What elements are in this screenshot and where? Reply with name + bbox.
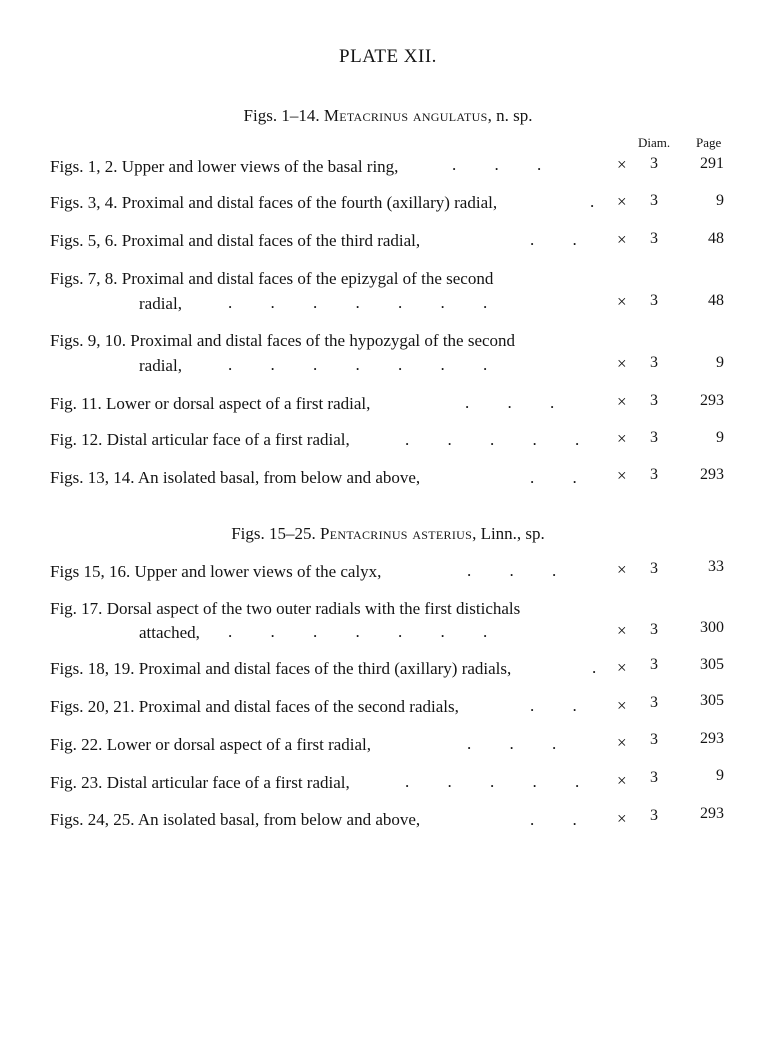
section-heading [0,106,776,126]
diam-value: 3 [650,192,658,209]
diam-value: 3 [650,392,658,409]
page-value: 48 [708,230,724,247]
leader-dots: . [592,658,597,677]
section-heading-suffix: , Linn., sp. [472,524,545,543]
leader-dots: . . . . . [405,772,580,791]
entry-label: Fig. 11. [50,394,102,413]
leader-dots: . . . [467,734,557,753]
entry-label: Figs. 18, 19. [50,659,135,678]
entry-text: Lower or dorsal aspect of a first radial, [106,735,372,754]
leader-dots: . [590,192,595,211]
leader-dots: . . . . . . . [228,622,488,641]
entry-text: Proximal and distal faces of the second radials, [138,697,459,716]
diam-value: 3 [650,466,658,483]
entry-label: Fig. 22. [50,735,103,754]
leader-dots: . . [530,230,577,249]
diam-value: 3 [650,731,658,748]
times-sign: × [617,230,627,249]
leader-dots: . . [530,696,577,715]
section-heading [0,524,776,544]
page-value: 305 [700,656,724,673]
leader-dots: . . . [465,393,555,412]
section-heading-suffix: , n. sp. [487,106,533,125]
page-value: 33 [708,558,724,575]
times-sign: × [617,809,627,828]
leader-dots: . . [530,468,577,487]
entry-label: Figs. 7, 8. [50,269,118,288]
section-heading-species: Metacrinus angulatus [323,106,488,125]
page-value: 293 [700,805,724,822]
page-value: 9 [716,354,724,371]
diam-column-header: Diam. [638,135,671,150]
page-value: 293 [700,466,724,483]
diam-value: 3 [650,560,658,577]
times-sign: × [617,155,627,174]
diam-value: 3 [650,656,658,673]
entry-text-continued: attached, [139,623,200,642]
times-sign: × [617,560,627,579]
leader-dots: . . . . . [405,430,580,449]
diam-value: 3 [650,354,658,371]
entry-text: An isolated basal, from below and above, [137,810,421,829]
page-column-header: Page [696,135,722,150]
diam-value: 3 [650,292,658,309]
times-sign: × [617,771,627,790]
diam-value: 3 [650,769,658,786]
entry-text: Upper and lower views of the basal ring, [121,157,399,176]
entry-text: Proximal and distal faces of the hypozygal of the second [130,331,516,350]
section-heading-species: Pentacrinus asterius [319,524,473,543]
entry-text: An isolated basal, from below and above, [137,468,421,487]
times-sign: × [617,429,627,448]
times-sign: × [617,696,627,715]
entry-label: Figs. 1, 2. [50,157,118,176]
page-value: 291 [700,155,724,172]
entry-text: Proximal and distal faces of the third (axillary) radials, [138,659,512,678]
entry-text-continued: radial, [139,294,182,313]
entry-text: Proximal and distal faces of the epizygal of the second [121,269,494,288]
page-value: 9 [716,192,724,209]
page-value: 9 [716,767,724,784]
entry-label: Figs. 24, 25. [50,810,135,829]
entry-text: Proximal and distal faces of the third radial, [121,231,421,250]
diam-value: 3 [650,230,658,247]
entry-label: Figs. 3, 4. [50,193,118,212]
entry-text: Dorsal aspect of the two outer radials with the first distichals [106,599,521,618]
times-sign: × [617,392,627,411]
entry-label: Figs 15, 16. [50,562,131,581]
times-sign: × [617,354,627,373]
entry-label: Figs. 20, 21. [50,697,135,716]
page-value: 48 [708,292,724,309]
plate-title: PLATE XII. [339,46,437,67]
times-sign: × [617,466,627,485]
times-sign: × [617,192,627,211]
entry-text: Distal articular face of a first radial, [106,773,350,792]
entry-label: Figs. 5, 6. [50,231,118,250]
entry-label: Figs. 13, 14. [50,468,135,487]
page-value: 9 [716,429,724,446]
leader-dots: . . . . . . . [228,293,488,312]
diam-value: 3 [650,155,658,172]
leader-dots: . . . . . . . [228,355,488,374]
times-sign: × [617,621,627,640]
times-sign: × [617,292,627,311]
diam-value: 3 [650,621,658,638]
diam-value: 3 [650,429,658,446]
entry-label: Figs. 9, 10. [50,331,127,350]
entry-text: Proximal and distal faces of the fourth (axillary) radial, [121,193,498,212]
page-value: 293 [700,392,724,409]
entry-label: Fig. 12. [50,430,103,449]
diam-value: 3 [650,694,658,711]
page-value: 300 [700,619,724,636]
entry-text-continued: radial, [139,356,182,375]
times-sign: × [617,658,627,677]
entry-text: Upper and lower views of the calyx, [134,562,382,581]
page-value: 293 [700,730,724,747]
leader-dots: . . [530,810,577,829]
entry-text: Distal articular face of a first radial, [106,430,350,449]
entry-label: Fig. 17. [50,599,103,618]
leader-dots: . . . [452,155,542,174]
entry-text: Lower or dorsal aspect of a first radial, [106,394,371,413]
section-heading-prefix: Figs. 1–14. [243,106,320,125]
entry-label: Fig. 23. [50,773,103,792]
page-value: 305 [700,692,724,709]
diam-value: 3 [650,807,658,824]
times-sign: × [617,733,627,752]
section-heading-prefix: Figs. 15–25. [231,524,316,543]
leader-dots: . . . [467,561,557,580]
